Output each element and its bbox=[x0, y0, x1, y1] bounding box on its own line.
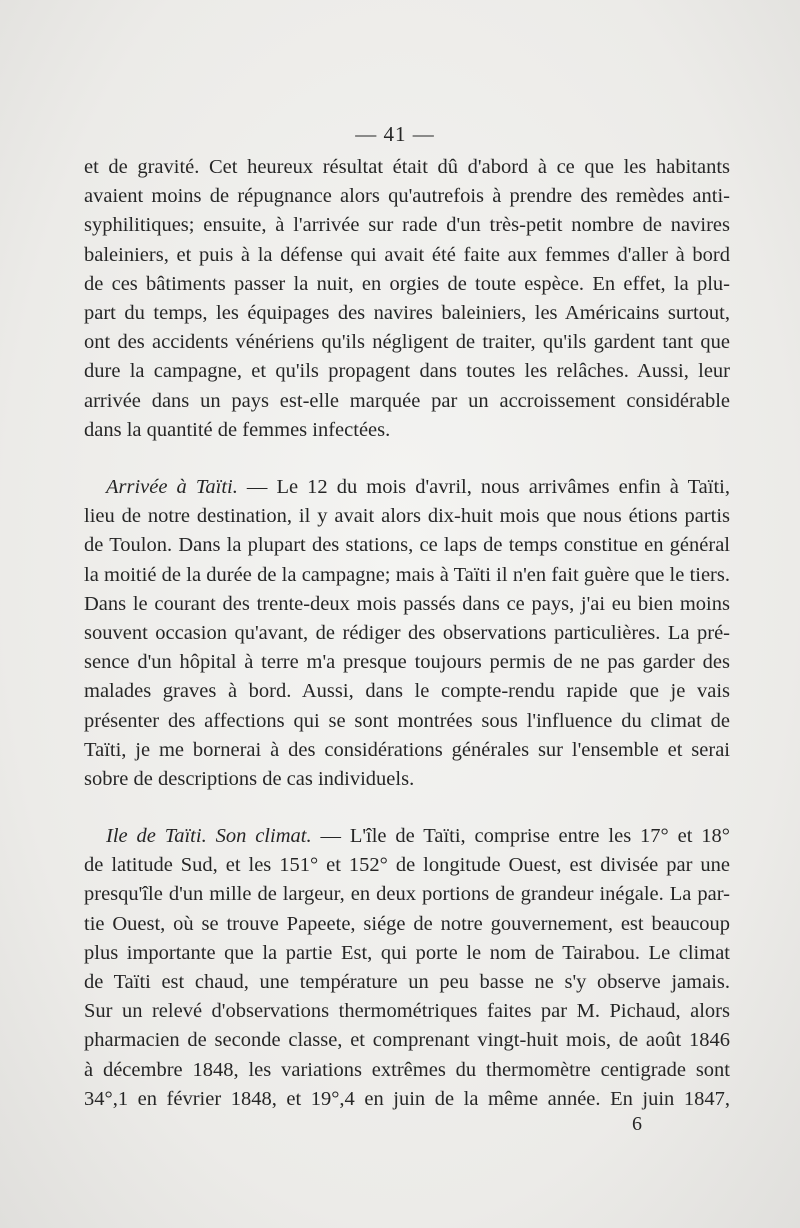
text-line: avaient moins de répugnance alors qu'autrefois à prendre des remèdes anti- bbox=[84, 185, 730, 208]
text-line: part du temps, les équipages des navires baleiniers, les Américains surtout, bbox=[84, 301, 730, 324]
text-line: de Toulon. Dans la plupart des stations, ce laps de temps constitue en général bbox=[84, 534, 730, 557]
heading-continuation: — L'île de Taïti, comprise entre les 17° et 18° bbox=[311, 825, 730, 847]
paragraph-climat bbox=[84, 822, 730, 1114]
text-line: Sur un relevé d'observations thermométriques faites par M. Pichaud, alors bbox=[84, 1000, 730, 1023]
text-line: malades graves à bord. Aussi, dans le compte-rendu rapide que je vais bbox=[84, 680, 730, 703]
text-line: présenter des affections qui se sont montrées sous l'influence du climat de bbox=[84, 709, 730, 732]
text-line: à décembre 1848, les variations extrêmes du thermomètre centigrade sont bbox=[84, 1058, 730, 1081]
page-number: — 41 — bbox=[355, 122, 435, 146]
text-line: ont des accidents vénériens qu'ils négligent de traiter, qu'ils gardent tant que bbox=[84, 331, 730, 354]
text-line: Taïti, je me bornerai à des considérations générales sur l'ensemble et serai bbox=[84, 738, 730, 761]
text-line: syphilitiques; ensuite, à l'arrivée sur rade d'un très-petit nombre de navires bbox=[84, 214, 730, 237]
text-line: presqu'île d'un mille de largeur, en deux portions de grandeur inégale. La par- bbox=[84, 883, 730, 906]
text-line: de ces bâtiments passer la nuit, en orgies de toute espèce. En effet, la plu- bbox=[84, 272, 730, 295]
text-line: plus importante que la partie Est, qui porte le nom de Tairabou. Le climat bbox=[84, 941, 730, 964]
paragraph-contagion bbox=[84, 153, 730, 445]
text-line: pharmacien de seconde classe, et comprenant vingt-huit mois, de août 1846 bbox=[84, 1029, 730, 1052]
text-line: de Taïti est chaud, une température un peu basse ne s'y observe jamais. bbox=[84, 970, 730, 993]
paragraph-arrivee bbox=[84, 473, 730, 794]
text-line: 34°,1 en février 1848, et 19°,4 en juin de la même année. En juin 1847, bbox=[84, 1087, 730, 1110]
text-line: baleiniers, et puis à la défense qui avait été faite aux femmes d'aller à bord bbox=[84, 243, 730, 266]
text-line: arrivée dans un pays est-elle marquée par un accroissement considérable bbox=[84, 389, 730, 412]
text-line: dans la quantité de femmes infectées. bbox=[84, 418, 391, 441]
text-line: la moitié de la durée de la campagne; mais à Taïti il n'en fait guère que le tiers. bbox=[84, 563, 730, 586]
signature-mark: 6 bbox=[632, 1113, 642, 1135]
text-line: souvent occasion qu'avant, de rédiger des observations particulières. La pré- bbox=[84, 621, 730, 644]
text-line: lieu de notre destination, il y avait alors dix-huit mois que nous étions partis bbox=[84, 505, 730, 528]
text-line: Dans le courant des trente-deux mois passés dans ce pays, j'ai eu bien moins bbox=[84, 592, 730, 615]
text-line: de latitude Sud, et les 151° et 152° de longitude Ouest, est divisée par une bbox=[84, 854, 730, 877]
section-heading-arrivee: Arrivée à Taïti. bbox=[106, 476, 238, 498]
text-line: sence d'un hôpital à terre m'a presque toujours permis de ne pas garder des bbox=[84, 651, 730, 674]
section-heading-climat: Ile de Taïti. Son climat. bbox=[106, 825, 312, 847]
text-line bbox=[84, 822, 730, 851]
text-line: sobre de descriptions de cas individuels. bbox=[84, 767, 415, 790]
text-line: tie Ouest, où se trouve Papeete, siége de notre gouvernement, est beaucoup bbox=[84, 912, 730, 935]
heading-continuation: — Le 12 du mois d'avril, nous arrivâmes enfin à Taïti, bbox=[237, 476, 730, 498]
text-line bbox=[84, 473, 730, 502]
text-line: dure la campagne, et qu'ils propagent dans toutes les relâches. Aussi, leur bbox=[84, 360, 730, 383]
text-line: et de gravité. Cet heureux résultat était dû d'abord à ce que les habitants bbox=[84, 156, 730, 178]
